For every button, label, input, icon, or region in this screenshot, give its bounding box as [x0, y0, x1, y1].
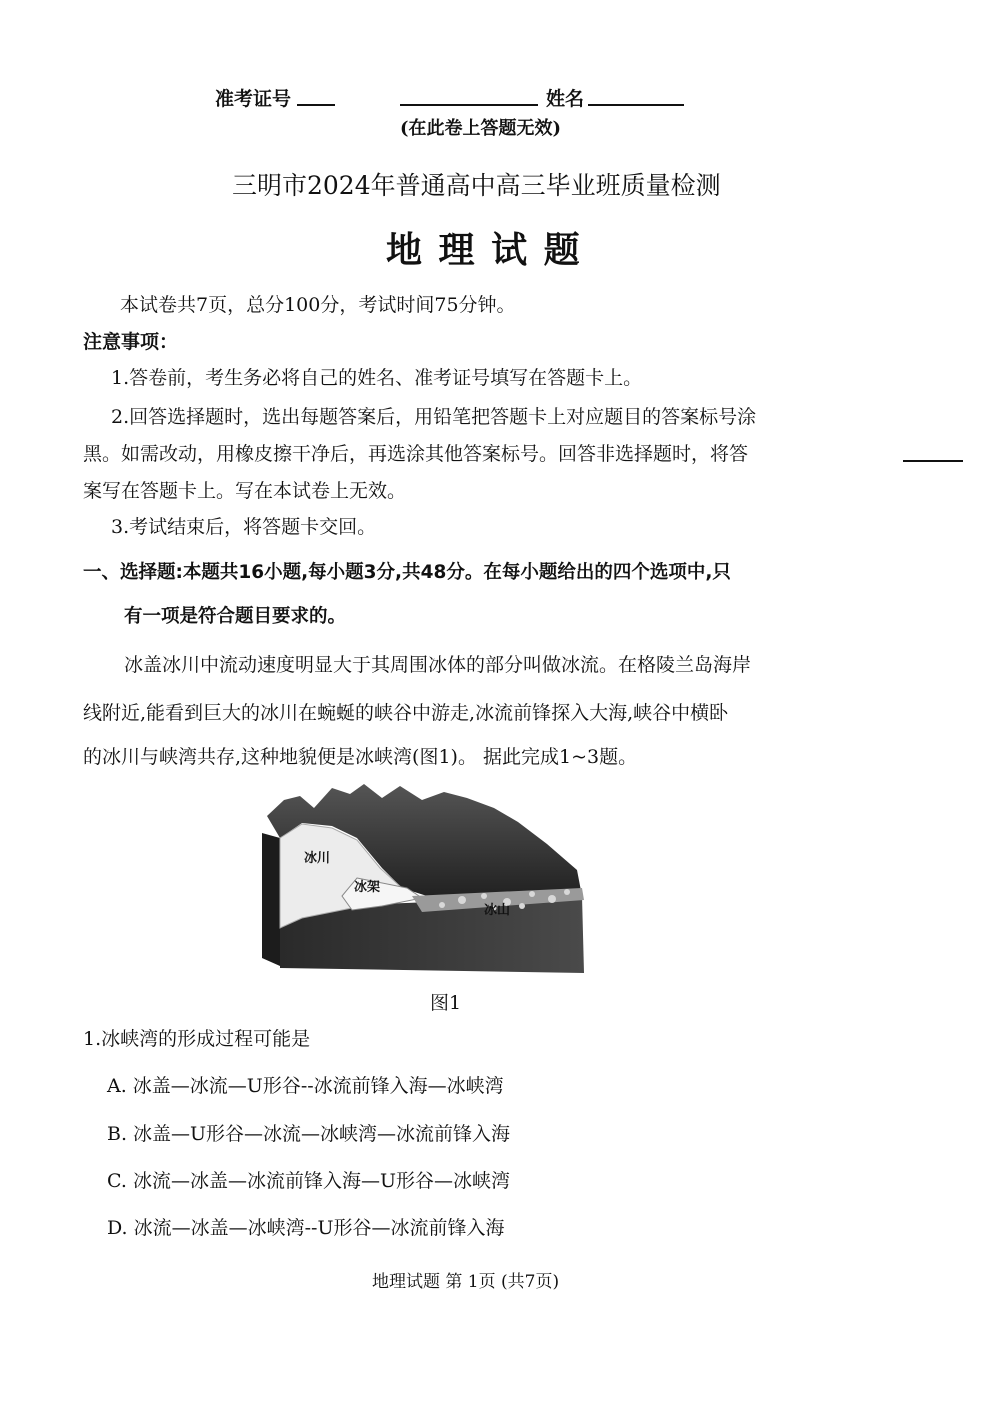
left-block-face	[262, 833, 280, 966]
note-item-2-line-1: 2.回答选择题时，选出每题答案后，用铅笔把答题卡上对应题目的答案标号涂	[111, 406, 757, 428]
subject-title: 地 理 试 题	[386, 229, 582, 271]
label-ice-shelf: 冰架	[354, 880, 381, 895]
figure-caption: 图1	[430, 992, 462, 1014]
name-leading-blank	[400, 104, 538, 106]
label-iceberg: 冰山	[484, 903, 511, 918]
ice-fjord-figure	[262, 778, 602, 978]
question-1-option-c: C. 冰流—冰盖—冰流前锋入海—U形谷—冰峡湾	[107, 1170, 510, 1192]
label-glacier: 冰川	[304, 851, 331, 866]
margin-mark	[903, 460, 963, 462]
passage-line-2: 线附近,能看到巨大的冰川在蜿蜒的峡谷中游走,冰流前锋探入大海,峡谷中横卧	[83, 702, 729, 724]
section-heading-line-2: 有一项是符合题目要求的。	[124, 606, 347, 627]
question-1-option-d: D. 冰流—冰盖—冰峡湾--U形谷—冰流前锋入海	[107, 1217, 505, 1239]
name-blank	[588, 104, 684, 106]
question-1-stem: 1.冰峡湾的形成过程可能是	[83, 1028, 311, 1050]
exam-id-blank	[297, 104, 335, 106]
question-1-option-a: A. 冰盖—冰流—U形谷--冰流前锋入海—冰峡湾	[107, 1075, 504, 1097]
invalid-notice: (在此卷上答题无效)	[400, 118, 562, 139]
note-item-2-line-3: 案写在答题卡上。写在本试卷上无效。	[83, 480, 407, 502]
note-item-3: 3.考试结束后，将答题卡交回。	[111, 516, 377, 538]
name-label: 姓名	[546, 88, 585, 110]
ice-fjord-illustration	[262, 778, 602, 978]
page-footer: 地理试题 第 1页 (共7页)	[372, 1272, 560, 1292]
exam-intro: 本试卷共7页，总分100分，考试时间75分钟。	[120, 294, 516, 316]
note-item-2-line-2: 黑。如需改动，用橡皮擦干净后，再选涂其他答案标号。回答非选择题时，将答	[83, 443, 749, 465]
section-heading-line-1: 一、选择题:本题共16小题,每小题3分,共48分。在每小题给出的四个选项中,只	[83, 562, 731, 583]
notes-heading: 注意事项：	[83, 331, 179, 353]
note-item-1: 1.答卷前，考生务必将自己的姓名、准考证号填写在答题卡上。	[111, 367, 643, 389]
passage-line-3: 的冰川与峡湾共存,这种地貌便是冰峡湾(图1)。 据此完成1~3题。	[83, 746, 638, 768]
exam-id-label: 准考证号	[215, 88, 292, 110]
exam-title: 三明市2024年普通高中高三毕业班质量检测	[232, 171, 721, 200]
question-1-option-b: B. 冰盖—U形谷—冰流—冰峡湾—冰流前锋入海	[107, 1123, 511, 1145]
passage-line-1: 冰盖冰川中流动速度明显大于其周围冰体的部分叫做冰流。在格陵兰岛海岸	[124, 654, 752, 676]
